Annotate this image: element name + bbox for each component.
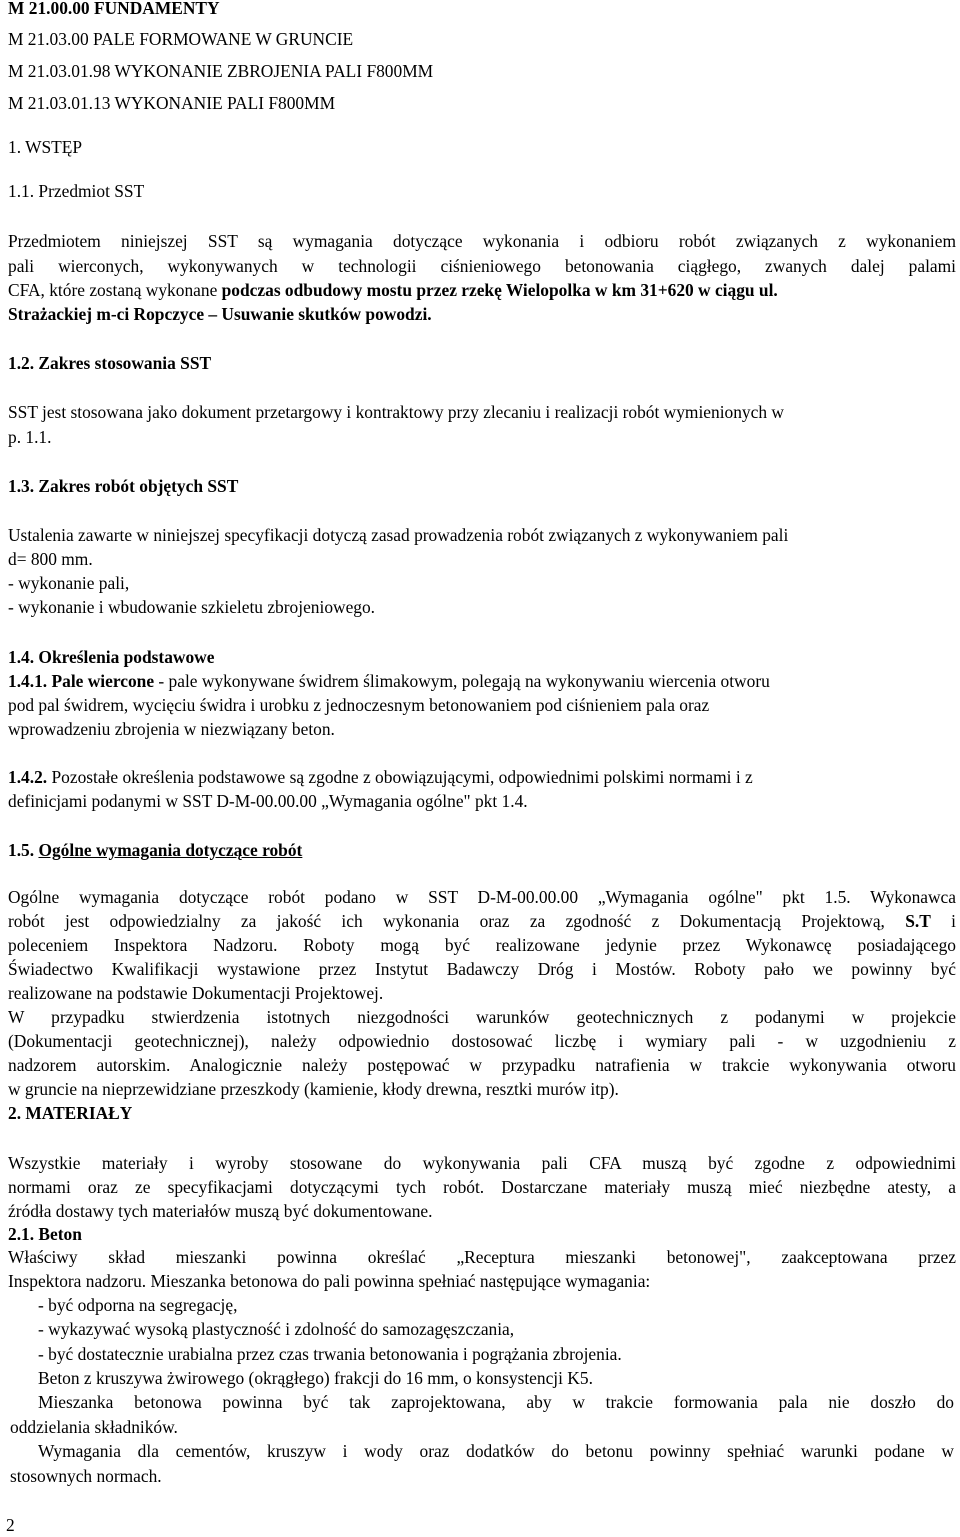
paragraph-line: d= 800 mm. [8, 549, 93, 569]
spec-header-line-2: M 21.03.00 PALE FORMOWANE W GRUNCIE [8, 29, 354, 49]
text-run: Pozostałe określenia podstawowe są zgodne z obowiązującymi, odpowiednimi polskimi normami i z [47, 767, 753, 787]
text-run: robót jest odpowiedzialny za jakość ich wykonania oraz za zgodność z Dokumentacją Projektową, [8, 911, 906, 931]
subsection-heading-1-2: 1.2. Zakres stosowania SST [8, 353, 212, 373]
spec-header-line-3: M 21.03.01.98 WYKONANIE ZBROJENIA PALI F800MM [8, 61, 434, 81]
paragraph-line: realizowane na podstawie Dokumentacji Projektowej. [8, 983, 384, 1003]
paragraph-line: definicjami podanymi w SST D-M-00.00.00 „Wymagania ogólne" pkt 1.4. [8, 791, 528, 811]
spec-header-line-4: M 21.03.01.13 WYKONANIE PALI F800MM [8, 93, 336, 113]
paragraph-line: Przedmiotem niniejszej SST są wymagania dotyczące wykonania i odbioru robót związanych z wykonaniem [8, 231, 956, 251]
paragraph-line: (Dokumentacji geotechnicznej), należy odpowiednio dostosować liczbę i wymiary pali - w uzgodnieniu z [8, 1031, 956, 1051]
definition-line [8, 669, 770, 693]
subsection-heading-1-4: 1.4. Określenia podstawowe [8, 647, 215, 667]
paragraph-line [8, 909, 956, 933]
list-item: - wykonanie i wbudowanie szkieletu zbrojeniowego. [8, 597, 376, 617]
text-run-bold: podczas odbudowy mostu przez rzekę Wielopolka w km 31+620 w ciągu ul. [221, 280, 778, 300]
paragraph-line: stosownych normach. [10, 1466, 162, 1486]
paragraph-line: Strażackiej m-ci Ropczyce – Usuwanie skutków powodzi. [8, 304, 432, 324]
list-item: - być odporna na segregację, [38, 1295, 238, 1315]
subsection-heading-1-5 [8, 838, 302, 862]
paragraph-line: Ogólne wymagania dotyczące robót podano w SST D-M-00.00.00 „Wymagania ogólne" pkt 1.5. Wykonawca [8, 887, 956, 907]
heading-title: Ogólne wymagania dotyczące robót [38, 840, 303, 860]
definition-term: Pale wiercone [51, 671, 155, 691]
text-run: i [930, 911, 956, 931]
text-run: CFA, które zostaną wykonane [8, 280, 222, 300]
paragraph-line: p. 1.1. [8, 427, 52, 447]
definition-number: 1.4.2. [8, 767, 48, 787]
paragraph-line [8, 278, 778, 302]
subsection-heading-1-3: 1.3. Zakres robót objętych SST [8, 476, 239, 496]
paragraph-line: pali wierconych, wykonywanych w technologii ciśnieniowego betonowania ciągłego, zwanych dalej palami [8, 256, 956, 276]
list-item: - wykazywać wysoką plastyczność i zdolność do samozagęszczania, [38, 1319, 515, 1339]
paragraph-line: Świadectwo Kwalifikacji wystawione przez Instytut Badawczy Dróg i Mostów. Roboty pało we powinny być [8, 959, 956, 979]
paragraph-line: oddzielania składników. [10, 1417, 178, 1437]
paragraph-line: normami oraz ze specyfikacjami dotyczącymi tych robót. Dostarczane materiały muszą mieć niezbędne atesty, a [8, 1177, 956, 1197]
paragraph-line: Właściwy skład mieszanki powinna określać „Receptura mieszanki betonowej", zaakceptowana przez [8, 1247, 956, 1267]
definition-line [8, 765, 753, 789]
paragraph-line: źródła dostawy tych materiałów muszą być dokumentowane. [8, 1201, 433, 1221]
page-number: 2 [6, 1515, 15, 1535]
paragraph-line: Wszystkie materiały i wyroby stosowane do wykonywania pali CFA muszą być zgodne z odpowiednimi [8, 1153, 956, 1173]
paragraph-line: nadzorem autorskim. Analogicznie należy postępować w przypadku natrafienia w trakcie wykonywania otworu [8, 1055, 956, 1075]
heading-number: 1.5. [8, 840, 35, 860]
definition-number: 1.4.1. [8, 671, 48, 691]
text-run-bold: S.T [905, 911, 931, 931]
text-run: - pale wykonywane świdrem ślimakowym, polegają na wykonywaniu wiercenia otworu [154, 671, 770, 691]
paragraph-line: Inspektora nadzoru. Mieszanka betonowa do pali powinna spełniać następujące wymagania: [8, 1271, 651, 1291]
paragraph-line: poleceniem Inspektora Nadzoru. Roboty mogą być realizowane jedynie przez Wykonawcę posiadającego [8, 935, 956, 955]
paragraph-line: Mieszanka betonowa powinna być tak zaprojektowana, aby w trakcie formowania pala nie doszło do [38, 1392, 954, 1412]
section-heading-1: 1. WSTĘP [8, 137, 83, 157]
subsection-heading-1-1: 1.1. Przedmiot SST [8, 181, 145, 201]
list-item: - być dostatecznie urabialna przez czas trwania betonowania i pogrążania zbrojenia. [38, 1344, 622, 1364]
paragraph-line: wprowadzeniu zbrojenia w niezwiązany beton. [8, 719, 335, 739]
subsection-heading-2-1: 2.1. Beton [8, 1224, 82, 1244]
paragraph-line: pod pal świdrem, wycięciu świdra i urobku z jednoczesnym betonowaniem pod ciśnieniem pala oraz [8, 695, 710, 715]
paragraph-line: W przypadku stwierdzenia istotnych niezgodności warunków geotechnicznych z podanymi w projekcie [8, 1007, 956, 1027]
list-item: Beton z kruszywa żwirowego (okrągłego) frakcji do 16 mm, o konsystencji K5. [38, 1368, 593, 1388]
paragraph-line: Wymagania dla cementów, kruszyw i wody oraz dodatków do betonu powinny spełniać warunki podane w [38, 1441, 954, 1461]
paragraph-line: w gruncie na nieprzewidziane przeszkody (kamienie, kłody drewna, resztki murów itp). [8, 1079, 619, 1099]
spec-header-line-1: M 21.00.00 FUNDAMENTY [8, 0, 220, 18]
paragraph-line: SST jest stosowana jako dokument przetargowy i kontraktowy przy zlecaniu i realizacji robót wymienionych w [8, 402, 784, 422]
paragraph-line: Ustalenia zawarte w niniejszej specyfikacji dotyczą zasad prowadzenia robót związanych z wykonywaniem pali [8, 525, 789, 545]
section-heading-2: 2. MATERIAŁY [8, 1103, 133, 1123]
list-item: - wykonanie pali, [8, 573, 130, 593]
